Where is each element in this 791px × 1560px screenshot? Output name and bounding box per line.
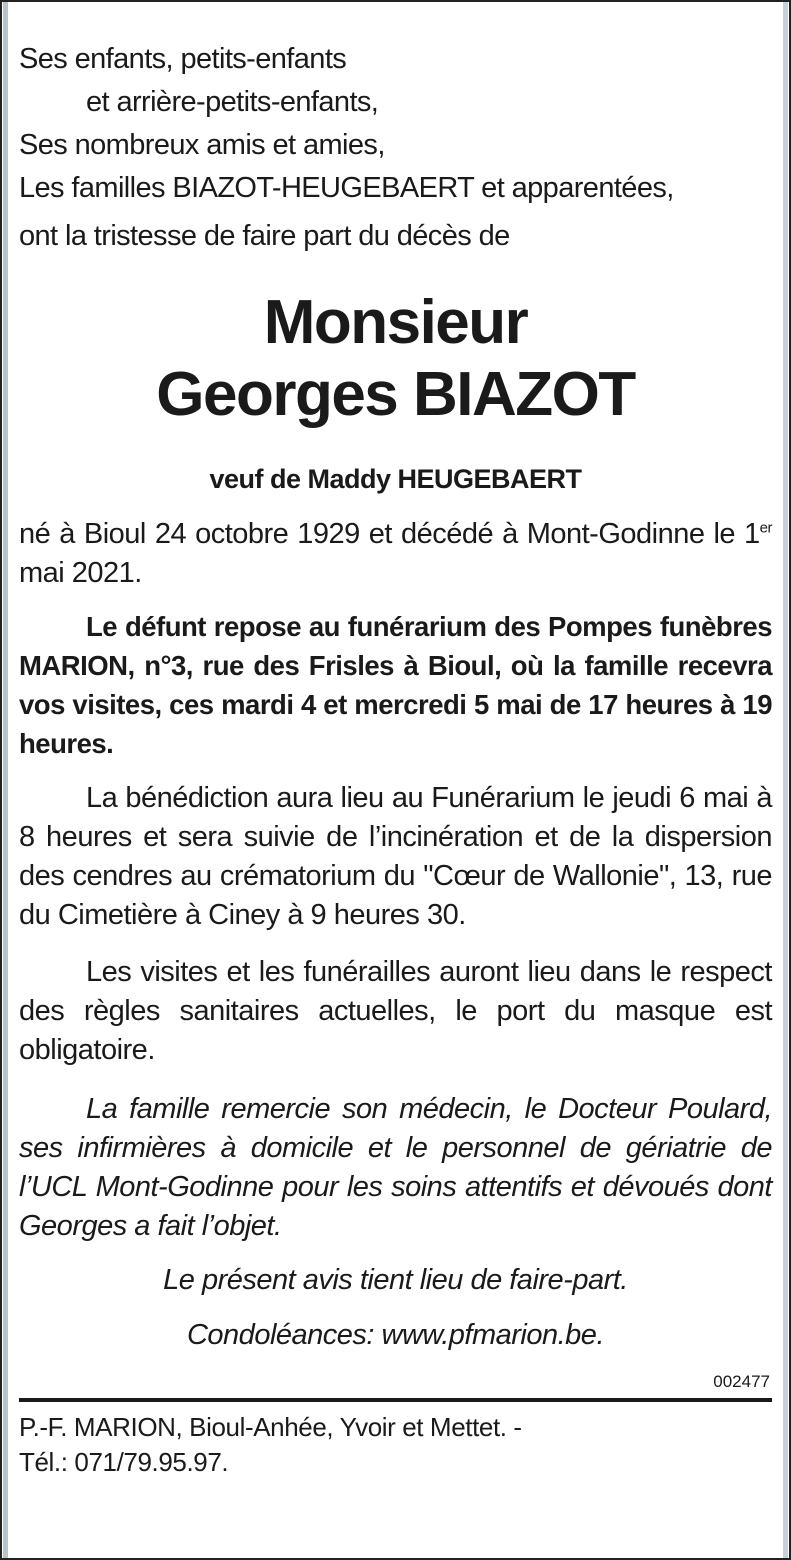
birth-superscript: er [759,519,772,537]
announcement: ont la tristesse de faire part du décès de [19,220,510,252]
family-list [19,38,772,210]
footer-divider [19,1398,772,1402]
visits-note: Les visites et les funérailles auront lieu dans le respect des règles sanitaires actuelles, le port du masque est obligatoire. [19,956,772,1066]
deceased-name-block [19,287,772,431]
repose-info: Le défunt repose au funérarium des Pompes funèbres MARION, n°3, rue des Frisles à Bioul, où la famille recevra vos visites, ces mardi 4 et mercredi 5 mai de 17 heures à 19 heures. [19,611,772,759]
funeral-home-footer [19,1410,772,1480]
family-line-4: Les familles BIAZOT-HEUGEBAERT et apparentées, [19,172,674,204]
deceased-name: Georges BIAZOT [156,360,635,429]
family-line-1: Ses enfants, petits-enfants [19,43,347,75]
widow-of: veuf de Maddy HEUGEBAERT [209,464,582,494]
birth-text-end: mai 2021. [19,557,142,589]
right-margin-bar [783,2,788,1558]
family-line-2: et arrière-petits-enfants, [86,86,379,118]
reference-number: 002477 [713,1372,770,1391]
birth-death-info [19,515,772,593]
obituary-content [19,38,772,1480]
footer-line-1: P.-F. MARION, Bioul-Anhée, Yvoir et Mettet. - [19,1412,522,1442]
blessing-info: La bénédiction aura lieu au Funérarium le jeudi 6 mai à 8 heures et sera suivie de l’incinération et de la dispersion des cendres au crématorium du "Cœur de Wallonie", 13, rue du Cimetière à Ciney à 9 heures 30. [19,782,772,931]
thanks-message: La famille remercie son médecin, le Docteur Poulard, ses infirmières à domicile et le personnel de gériatrie de l’UCL Mont-Godinne pour les soins attentifs et dévoués dont Georges a fait l’objet. [19,1093,772,1242]
birth-text: né à Bioul 24 octobre 1929 et décédé à Mont-Godinne le 1 [19,518,760,550]
deceased-title: Monsieur [263,288,528,357]
notice-statement: Le présent avis tient lieu de faire-part. [163,1264,628,1296]
left-margin-bar [3,2,8,1558]
footer-line-2: Tél.: 071/79.95.97. [19,1447,229,1477]
condolences-link: Condoléances: www.pfmarion.be. [186,1319,604,1351]
family-line-3: Ses nombreux amis et amies, [19,129,385,161]
